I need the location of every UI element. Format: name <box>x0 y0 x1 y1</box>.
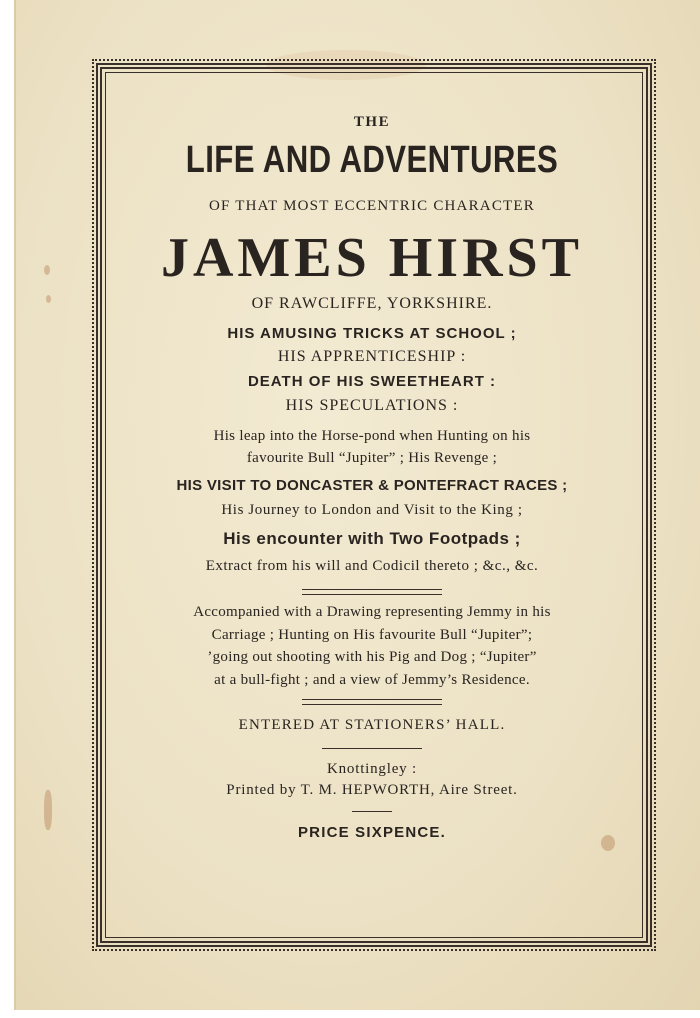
main-title: LIFE AND ADVENTURES <box>185 139 559 181</box>
contents-encounter: His encounter with Two Footpads ; <box>223 529 521 548</box>
price: PRICE SIXPENCE. <box>297 824 447 841</box>
rust-stain <box>44 265 50 275</box>
illustrations-line: ’going out shooting with his Pig and Dog ; “Jupiter” <box>207 649 537 665</box>
contents-visit: HIS VISIT TO DONCASTER & PONTEFRACT RACES ; <box>176 477 568 494</box>
contents-tricks: HIS AMUSING TRICKS AT SCHOOL ; <box>227 325 517 342</box>
contents-journey: His Journey to London and Visit to the King ; <box>221 502 523 518</box>
contents-apprenticeship: HIS APPRENTICESHIP : <box>277 348 467 365</box>
contents-leap-line: His leap into the Horse-pond when Hunting on his <box>213 428 531 444</box>
illustrations-line: Accompanied with a Drawing representing Jemmy in his <box>193 604 551 620</box>
illustrations-line: at a bull-fight ; and a view of Jemmy’s Residence. <box>214 671 530 688</box>
illustrations-line: Carriage ; Hunting on His favourite Bull “Jupiter”; <box>211 626 533 643</box>
contents-leap <box>112 425 632 469</box>
illustrations-note <box>112 601 632 691</box>
double-rule <box>302 589 442 595</box>
rust-stain <box>44 790 52 830</box>
book-cover-page <box>14 0 700 1010</box>
contents-leap-line: favourite Bull “Jupiter” ; His Revenge ; <box>246 450 498 466</box>
contents-speculations: HIS SPECULATIONS : <box>285 397 459 414</box>
imprint-place: Knottingley : <box>327 761 417 777</box>
heading-the: THE <box>353 114 391 130</box>
subject-place: OF RAWCLIFFE, YORKSHIRE. <box>251 295 493 312</box>
contents-death: DEATH OF HIS SWEETHEART : <box>247 373 497 390</box>
rule <box>352 811 392 812</box>
subject-name: JAMES HIRST <box>160 227 584 289</box>
contents-will: Extract from his will and Codicil thereto ; &c., &c. <box>205 558 539 574</box>
subtitle: OF THAT MOST ECCENTRIC CHARACTER <box>209 198 535 214</box>
rule <box>322 748 422 749</box>
double-rule <box>302 699 442 705</box>
title-page-text <box>112 110 632 841</box>
rust-stain <box>46 295 51 303</box>
imprint-printer: Printed by T. M. HEPWORTH, Aire Street. <box>226 782 518 798</box>
entered-notice: ENTERED AT STATIONERS’ HALL. <box>238 717 506 733</box>
